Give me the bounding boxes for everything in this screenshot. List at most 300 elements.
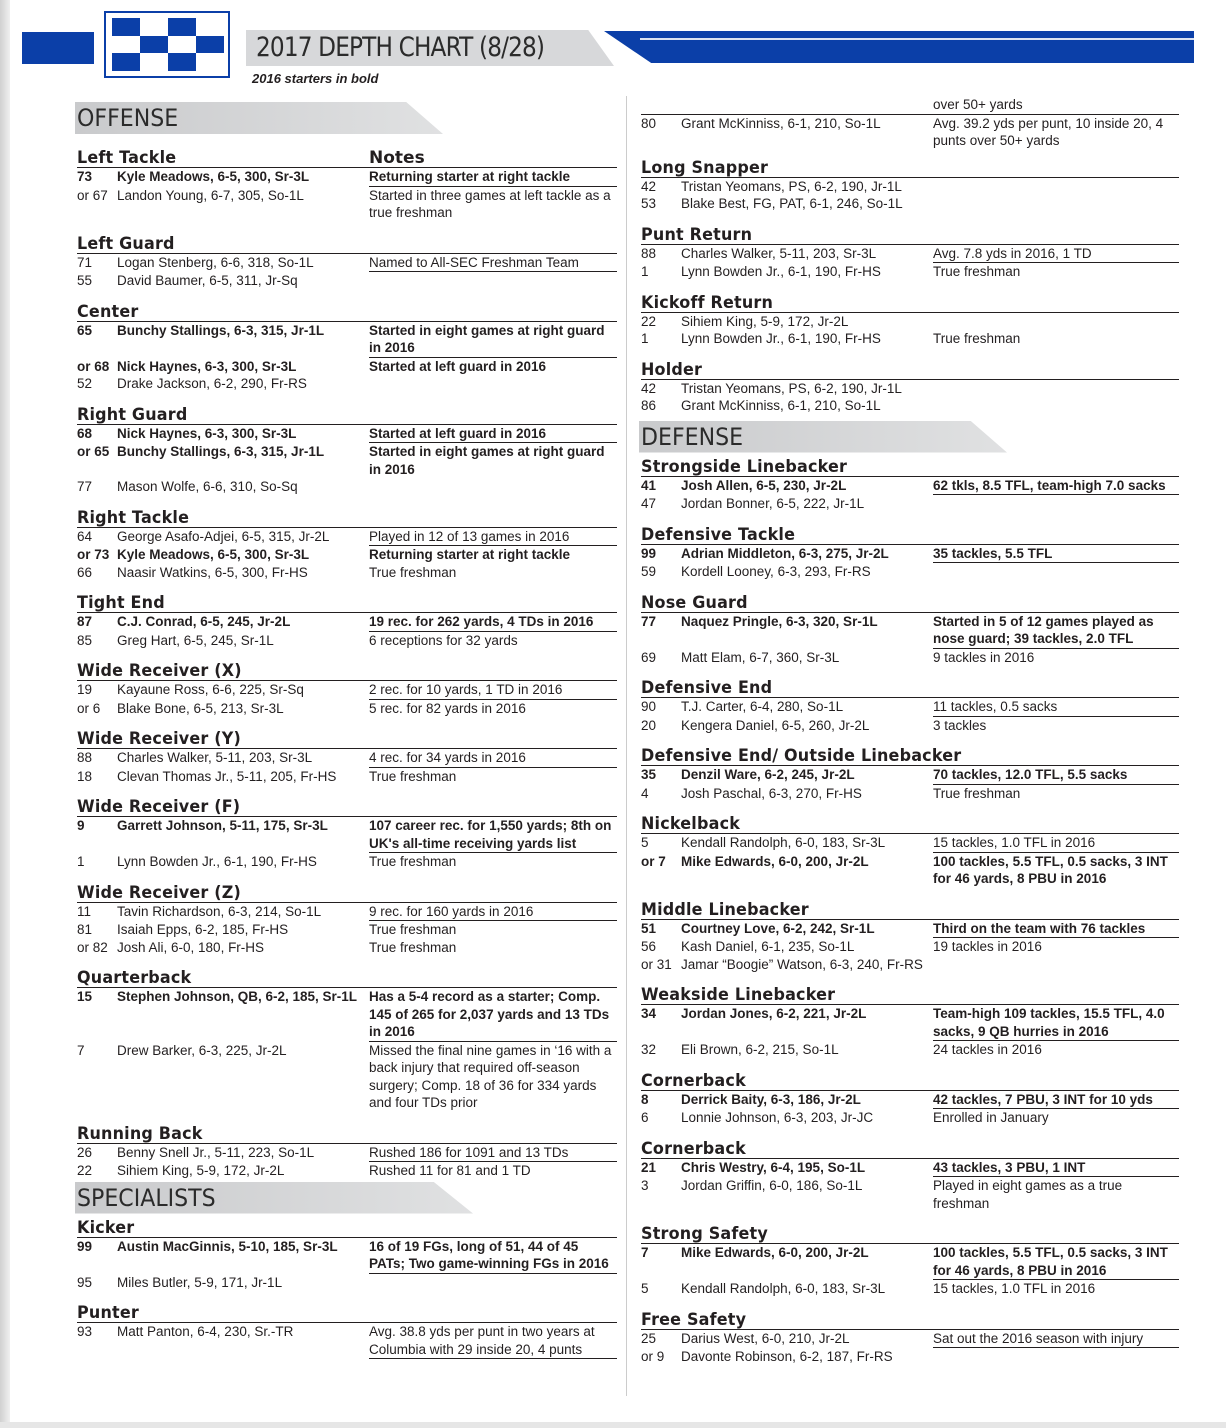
player-row — [641, 477, 1179, 496]
player-note: Has a 5-4 record as a starter; Comp. 145 of 265 for 2,037 yards and 13 TDs in 2016 — [369, 988, 617, 1042]
player-name: Charles Walker, 5-11, 203, Sr-3L — [681, 245, 877, 261]
jersey-number: 8 — [641, 1091, 649, 1107]
position-group — [641, 593, 1179, 667]
position-header — [641, 678, 1179, 698]
position-group — [77, 405, 617, 496]
position-header — [641, 1224, 1179, 1244]
jersey-number: 77 — [77, 479, 93, 494]
position-header — [641, 900, 1179, 920]
jersey-number: 55 — [77, 273, 93, 288]
position-group — [77, 1218, 617, 1292]
player-row — [77, 528, 617, 547]
column-divider — [626, 96, 627, 1396]
player-note: Started in eight games at right guard in 2016 — [369, 322, 617, 358]
position-header — [641, 746, 1179, 766]
position-header — [77, 1218, 617, 1238]
position-header — [77, 1124, 617, 1144]
jersey-number: 64 — [77, 528, 93, 544]
position-name: Left Tackle — [77, 148, 177, 168]
page-subtitle: 2016 starters in bold — [252, 71, 379, 86]
position-name: Cornerback — [641, 1070, 746, 1091]
position-group — [641, 1139, 1179, 1213]
jersey-number: or 7 — [641, 853, 666, 869]
player-note: 19 rec. for 262 yards, 4 TDs in 2016 — [369, 613, 617, 632]
position-header — [641, 1310, 1179, 1330]
player-note: Played in eight games as a true freshman — [933, 1178, 1123, 1211]
player-row — [641, 834, 1179, 853]
jersey-number: or 65 — [77, 444, 110, 459]
player-note: Avg. 39.2 yds per punt, 10 inside 20, 4 punts over 50+ yards — [933, 115, 1164, 148]
position-header — [641, 1071, 1179, 1091]
position-name: Defensive End/ Outside Linebacker — [641, 746, 962, 766]
player-row — [77, 681, 617, 700]
player-row — [77, 853, 617, 871]
position-name: Punter — [77, 1303, 139, 1323]
position-name: Long Snapper — [641, 157, 769, 178]
position-name: Tight End — [77, 593, 165, 613]
player-name: Josh Paschal, 6-3, 270, Fr-HS — [681, 785, 862, 801]
jersey-number: 81 — [77, 922, 93, 937]
position-group — [641, 1310, 1179, 1366]
player-name: Kendall Randolph, 6-0, 183, Sr-3L — [681, 835, 886, 850]
notes-column-header: Notes — [369, 148, 425, 168]
player-note: True freshman — [369, 939, 457, 955]
player-name: Grant McKinniss, 6-1, 210, So-1L — [681, 398, 881, 413]
position-name: Free Safety — [641, 1309, 747, 1330]
section-header-specialists — [75, 1182, 617, 1216]
jersey-number: 5 — [641, 1281, 649, 1296]
player-note: True freshman — [933, 785, 1021, 801]
jersey-number: 42 — [641, 178, 657, 194]
position-name: Wide Receiver (Y) — [77, 729, 241, 749]
position-name: Running Back — [77, 1123, 203, 1144]
position-group — [641, 900, 1179, 974]
player-row — [77, 1238, 617, 1274]
jersey-number: 51 — [641, 920, 657, 936]
player-row — [77, 443, 617, 478]
position-header — [77, 883, 617, 903]
player-row — [77, 322, 617, 358]
jersey-number: 7 — [641, 1245, 649, 1260]
jersey-number: 86 — [641, 398, 657, 413]
player-note: 62 tkls, 8.5 TFL, team-high 7.0 sacks — [933, 477, 1179, 496]
jersey-number: 88 — [641, 245, 657, 261]
player-note: Named to All-SEC Freshman Team — [369, 254, 617, 273]
player-name: Lynn Bowden Jr., 6-1, 190, Fr-HS — [681, 331, 881, 346]
jersey-number: or 82 — [77, 939, 108, 955]
position-header — [77, 797, 617, 817]
player-name: Naquez Pringle, 6-3, 320, Sr-1L — [681, 613, 878, 629]
player-note — [933, 380, 1179, 398]
player-row — [77, 988, 617, 1042]
player-row — [641, 1005, 1179, 1041]
jersey-number: 21 — [641, 1159, 657, 1175]
player-note: 6 receptions for 32 yards — [369, 632, 518, 648]
position-header — [641, 814, 1179, 834]
position-group — [641, 457, 1179, 513]
position-name: Right Guard — [77, 404, 188, 425]
player-row — [641, 1244, 1179, 1280]
player-row — [77, 749, 617, 768]
player-note: Started in three games at left tackle as a true freshman — [369, 187, 611, 220]
player-row — [77, 254, 617, 273]
return-specialist-positions — [641, 158, 1179, 415]
offense-positions — [77, 148, 617, 1180]
position-header — [77, 1303, 617, 1323]
punter-note-continued: over 50+ yards — [933, 97, 1023, 112]
player-note: Avg. 38.8 yds per punt in two years at Columbia with 29 inside 20, 4 punts — [369, 1323, 617, 1359]
player-note: Rushed 186 for 1091 and 13 TDs — [369, 1144, 617, 1163]
position-header — [77, 234, 617, 254]
player-name: David Baumer, 6-5, 311, Jr-Sq — [117, 273, 298, 288]
player-row — [641, 495, 1179, 513]
player-row — [641, 717, 1179, 735]
player-row — [77, 1274, 617, 1292]
jersey-number: 73 — [77, 169, 93, 184]
player-note — [933, 313, 1179, 331]
position-header — [77, 729, 617, 749]
player-name: Matt Elam, 6-7, 360, Sr-3L — [681, 649, 840, 665]
player-row — [77, 1042, 617, 1112]
player-name: Sihiem King, 5-9, 172, Jr-2L — [117, 1163, 285, 1178]
jersey-number: 35 — [641, 767, 657, 782]
player-note: 4 rec. for 34 yards in 2016 — [369, 749, 617, 768]
player-row — [641, 1041, 1179, 1059]
section-title-offense: OFFENSE — [77, 104, 179, 132]
jersey-number: 52 — [77, 376, 93, 391]
position-name: Defensive End — [641, 678, 773, 698]
player-name: Garrett Johnson, 5-11, 175, Sr-3L — [117, 818, 328, 833]
player-name: Courtney Love, 6-2, 242, Sr-1L — [681, 920, 875, 936]
player-row — [77, 939, 617, 957]
player-row — [77, 1323, 617, 1359]
player-name: Clevan Thomas Jr., 5-11, 205, Fr-HS — [117, 768, 337, 784]
player-name: Mike Edwards, 6-0, 200, Jr-2L — [681, 853, 869, 869]
jersey-number: or 67 — [77, 187, 108, 203]
player-note: True freshman — [933, 264, 1021, 279]
player-name: Bunchy Stallings, 6-3, 315, Jr-1L — [117, 444, 325, 459]
position-header — [641, 525, 1179, 545]
position-name: Wide Receiver (X) — [77, 661, 242, 681]
player-row — [641, 1177, 1179, 1212]
position-name: Kicker — [77, 1217, 135, 1238]
player-row — [641, 1330, 1179, 1349]
page-title: 2017 DEPTH CHART (8/28) — [256, 32, 545, 63]
player-name: Miles Butler, 5-9, 171, Jr-1L — [117, 1274, 283, 1290]
player-row — [641, 1091, 1179, 1110]
player-note: True freshman — [369, 564, 457, 580]
player-row — [77, 1162, 617, 1180]
position-name: Quarterback — [77, 968, 192, 988]
jersey-number: 90 — [641, 699, 657, 714]
jersey-number: 19 — [77, 682, 93, 697]
player-note — [933, 178, 1179, 196]
player-name: Benny Snell Jr., 5-11, 223, So-1L — [117, 1144, 315, 1160]
jersey-number: 1 — [77, 854, 85, 869]
defense-positions — [641, 457, 1179, 1366]
player-note — [369, 375, 617, 393]
player-name: Adrian Middleton, 6-3, 275, Jr-2L — [681, 545, 889, 561]
player-row — [641, 956, 1179, 974]
jersey-number: 3 — [641, 1178, 649, 1193]
player-note — [933, 956, 1179, 974]
player-note: 9 rec. for 160 yards in 2016 — [369, 903, 617, 922]
player-name: Tavin Richardson, 6-3, 214, So-1L — [117, 903, 322, 919]
player-row — [77, 168, 617, 187]
player-row — [77, 700, 617, 718]
player-note: 19 tackles in 2016 — [933, 939, 1042, 954]
player-note — [933, 397, 1179, 415]
player-row — [77, 768, 617, 786]
jersey-number: 80 — [641, 115, 657, 131]
player-note: True freshman — [369, 854, 457, 869]
jersey-number: or 9 — [641, 1349, 665, 1364]
player-note — [369, 272, 617, 290]
jersey-number: 69 — [641, 649, 657, 665]
position-name: Middle Linebacker — [641, 899, 809, 920]
position-group — [641, 1224, 1179, 1298]
player-note: Enrolled in January — [933, 1110, 1049, 1125]
position-group — [641, 293, 1179, 348]
position-group — [77, 883, 617, 957]
player-row — [77, 546, 617, 564]
jersey-number: 6 — [641, 1110, 649, 1125]
player-note: Started at left guard in 2016 — [369, 425, 617, 444]
jersey-number: 59 — [641, 564, 657, 579]
jersey-number: 88 — [77, 750, 93, 765]
player-name: Kayaune Ross, 6-6, 225, Sr-Sq — [117, 682, 304, 697]
jersey-number: 7 — [77, 1042, 85, 1058]
player-row — [77, 375, 617, 393]
jersey-number: 18 — [77, 768, 93, 784]
player-note: 35 tackles, 5.5 TFL — [933, 545, 1179, 564]
player-name: Jordan Bonner, 6-5, 222, Jr-1L — [681, 496, 865, 511]
position-group — [77, 797, 617, 871]
position-header — [77, 405, 617, 425]
position-name: Kickoff Return — [641, 292, 774, 313]
player-row — [641, 938, 1179, 956]
position-header — [641, 457, 1179, 477]
position-name: Center — [77, 301, 139, 322]
player-name: Lonnie Johnson, 6-3, 203, Jr-JC — [681, 1110, 874, 1125]
player-note — [933, 563, 1179, 581]
position-group — [641, 158, 1179, 213]
player-name: Austin MacGinnis, 5-10, 185, Sr-3L — [117, 1238, 338, 1254]
position-group — [77, 148, 617, 222]
player-name: Jordan Griffin, 6-0, 186, So-1L — [681, 1178, 863, 1193]
player-name: Kengera Daniel, 6-5, 260, Jr-2L — [681, 717, 870, 733]
jersey-number: 99 — [77, 1238, 93, 1254]
player-name: Tristan Yeomans, PS, 6-2, 190, Jr-1L — [681, 380, 902, 396]
player-note: 107 career rec. for 1,550 yards; 8th on UK's all-time receiving yards list — [369, 817, 617, 853]
player-name: T.J. Carter, 6-4, 280, So-1L — [681, 699, 844, 714]
player-note: Rushed 11 for 81 and 1 TD — [369, 1163, 531, 1178]
player-note: 24 tackles in 2016 — [933, 1042, 1042, 1057]
position-header — [641, 293, 1179, 313]
player-row — [641, 1109, 1179, 1127]
player-name: Greg Hart, 6-5, 245, Sr-1L — [117, 632, 274, 648]
player-row — [641, 1159, 1179, 1178]
player-row — [77, 613, 617, 632]
player-note: Missed the final nine games in ‘16 with a back injury that required off-season surgery; Comp. 18 of 36 for 334 yards and four TDs prior — [369, 1042, 612, 1110]
player-note: Started in 5 of 12 games played as nose guard; 39 tackles, 2.0 TFL — [933, 613, 1179, 649]
punter-continued — [641, 96, 1179, 150]
player-name: Darius West, 6-0, 210, Jr-2L — [681, 1330, 850, 1346]
header-accent-bar-left — [22, 32, 94, 64]
jersey-number: 9 — [77, 818, 85, 833]
player-row — [641, 195, 1179, 213]
page-edge-shadow — [0, 0, 10, 1428]
jersey-number: 65 — [77, 322, 93, 338]
jersey-number: 95 — [77, 1274, 93, 1290]
position-name: Right Tackle — [77, 507, 190, 528]
player-note: Team-high 109 tackles, 15.5 TFL, 4.0 sacks, 9 QB hurries in 2016 — [933, 1005, 1179, 1041]
player-row — [641, 698, 1179, 717]
position-group — [641, 985, 1179, 1059]
specialist-positions — [77, 1218, 617, 1360]
player-name: Bunchy Stallings, 6-3, 315, Jr-1L — [117, 322, 325, 338]
position-group — [77, 302, 617, 393]
position-name: Nickelback — [641, 814, 741, 834]
player-row — [641, 785, 1179, 803]
player-row — [77, 478, 617, 496]
player-name: Jamar “Boogie” Watson, 6-3, 240, Fr-RS — [681, 956, 923, 972]
section-title-specialists: SPECIALISTS — [77, 1183, 216, 1212]
player-note — [933, 495, 1179, 513]
position-name: Left Guard — [77, 233, 175, 254]
jersey-number: 26 — [77, 1144, 93, 1160]
player-name: Kendall Randolph, 6-0, 183, Sr-3L — [681, 1281, 886, 1296]
player-name: Davonte Robinson, 6-2, 187, Fr-RS — [681, 1349, 893, 1364]
jersey-number: 66 — [77, 564, 93, 580]
player-row — [641, 1348, 1179, 1366]
player-row — [641, 330, 1179, 348]
jersey-number: 5 — [641, 835, 649, 850]
position-group — [77, 593, 617, 649]
jersey-number: or 31 — [641, 956, 672, 972]
jersey-number: 41 — [641, 477, 657, 493]
player-name: Lynn Bowden Jr., 6-1, 190, Fr-HS — [681, 264, 881, 279]
position-group — [77, 661, 617, 717]
player-note: True freshman — [933, 331, 1021, 346]
jersey-number: 15 — [77, 989, 93, 1004]
player-row — [641, 563, 1179, 581]
position-group — [77, 508, 617, 582]
player-note: 15 tackles, 1.0 TFL in 2016 — [933, 834, 1179, 853]
player-row — [641, 545, 1179, 564]
jersey-number: 22 — [77, 1163, 93, 1178]
player-note: Returning starter at right tackle — [369, 547, 571, 562]
jersey-number: 56 — [641, 939, 657, 954]
header-accent-bar-right — [604, 31, 1194, 63]
player-row — [641, 313, 1179, 331]
player-note: 100 tackles, 5.5 TFL, 0.5 sacks, 3 INT for 46 yards, 8 PBU in 2016 — [933, 1244, 1179, 1280]
player-note: Avg. 7.8 yds in 2016, 1 TD — [933, 245, 1179, 264]
left-column — [77, 100, 617, 1359]
position-header — [641, 593, 1179, 613]
player-name: George Asafo-Adjei, 6-5, 315, Jr-2L — [117, 528, 330, 544]
jersey-number: 87 — [77, 614, 93, 629]
position-name: Weakside Linebacker — [641, 985, 836, 1005]
jersey-number: 53 — [641, 196, 657, 211]
section-title-defense: DEFENSE — [641, 422, 744, 451]
section-header-offense — [75, 102, 617, 136]
player-note: 15 tackles, 1.0 TFL in 2016 — [933, 1281, 1096, 1296]
player-note: 43 tackles, 3 PBU, 1 INT — [933, 1159, 1179, 1178]
player-note: 3 tackles — [933, 717, 987, 733]
position-group — [77, 729, 617, 785]
jersey-number: 4 — [641, 785, 649, 801]
player-note — [369, 1274, 617, 1292]
jersey-number: 85 — [77, 632, 93, 648]
position-group — [77, 968, 617, 1112]
position-name: Nose Guard — [641, 592, 748, 613]
player-name: Mason Wolfe, 6-6, 310, So-Sq — [117, 479, 298, 494]
jersey-number: 47 — [641, 496, 657, 511]
jersey-number: or 73 — [77, 547, 110, 562]
position-name: Wide Receiver (F) — [77, 797, 241, 817]
player-note: 2 rec. for 10 yards, 1 TD in 2016 — [369, 681, 617, 700]
jersey-number: 71 — [77, 254, 93, 270]
position-header — [641, 158, 1179, 178]
player-name: Josh Allen, 6-5, 230, Jr-2L — [681, 477, 847, 493]
player-name: Drake Jackson, 6-2, 290, Fr-RS — [117, 376, 307, 391]
page-bottom-edge — [0, 1422, 1226, 1428]
player-note: True freshman — [369, 922, 457, 937]
player-note: 9 tackles in 2016 — [933, 649, 1035, 665]
player-note: 5 rec. for 82 yards in 2016 — [369, 700, 526, 716]
player-note: 100 tackles, 5.5 TFL, 0.5 sacks, 3 INT for 46 yards, 8 PBU in 2016 — [933, 853, 1168, 886]
player-name: Grant McKinniss, 6-1, 210, So-1L — [681, 115, 881, 131]
player-row — [77, 272, 617, 290]
player-name: Logan Stenberg, 6-6, 318, So-1L — [117, 254, 314, 270]
player-name: Nick Haynes, 6-3, 300, Sr-3L — [117, 358, 297, 374]
player-note: Third on the team with 76 tackles — [933, 920, 1179, 939]
position-name: Wide Receiver (Z) — [77, 882, 241, 903]
player-name: Eli Brown, 6-2, 215, So-1L — [681, 1042, 839, 1057]
position-group — [77, 234, 617, 290]
position-name: Holder — [641, 359, 703, 380]
position-header — [641, 1139, 1179, 1159]
jersey-number: 11 — [77, 903, 92, 919]
section-header-defense — [639, 421, 1179, 455]
player-name: Kordell Looney, 6-3, 293, Fr-RS — [681, 564, 871, 579]
player-name: Isaiah Epps, 6-2, 185, Fr-HS — [117, 922, 289, 937]
player-row — [641, 766, 1179, 785]
player-row — [641, 397, 1179, 415]
position-header — [641, 985, 1179, 1005]
jersey-number: 1 — [641, 264, 649, 279]
jersey-number: 22 — [641, 313, 657, 329]
player-row — [641, 380, 1179, 398]
player-name: Josh Ali, 6-0, 180, Fr-HS — [117, 939, 265, 955]
player-note — [369, 478, 617, 496]
player-row — [641, 178, 1179, 196]
position-name: Defensive Tackle — [641, 524, 796, 545]
position-group — [77, 1124, 617, 1180]
player-note — [933, 195, 1179, 213]
jersey-number: 34 — [641, 1006, 657, 1021]
player-name: Matt Panton, 6-4, 230, Sr.-TR — [117, 1324, 294, 1339]
player-note: 11 tackles, 0.5 sacks — [933, 698, 1179, 717]
player-name: Derrick Baity, 6-3, 186, Jr-2L — [681, 1091, 861, 1107]
right-column — [641, 96, 1179, 1366]
position-header — [77, 593, 617, 613]
player-name: Lynn Bowden Jr., 6-1, 190, Fr-HS — [117, 854, 317, 869]
player-name: Landon Young, 6-7, 305, So-1L — [117, 187, 304, 203]
jersey-number: 32 — [641, 1042, 657, 1057]
player-name: Charles Walker, 5-11, 203, Sr-3L — [117, 750, 313, 765]
